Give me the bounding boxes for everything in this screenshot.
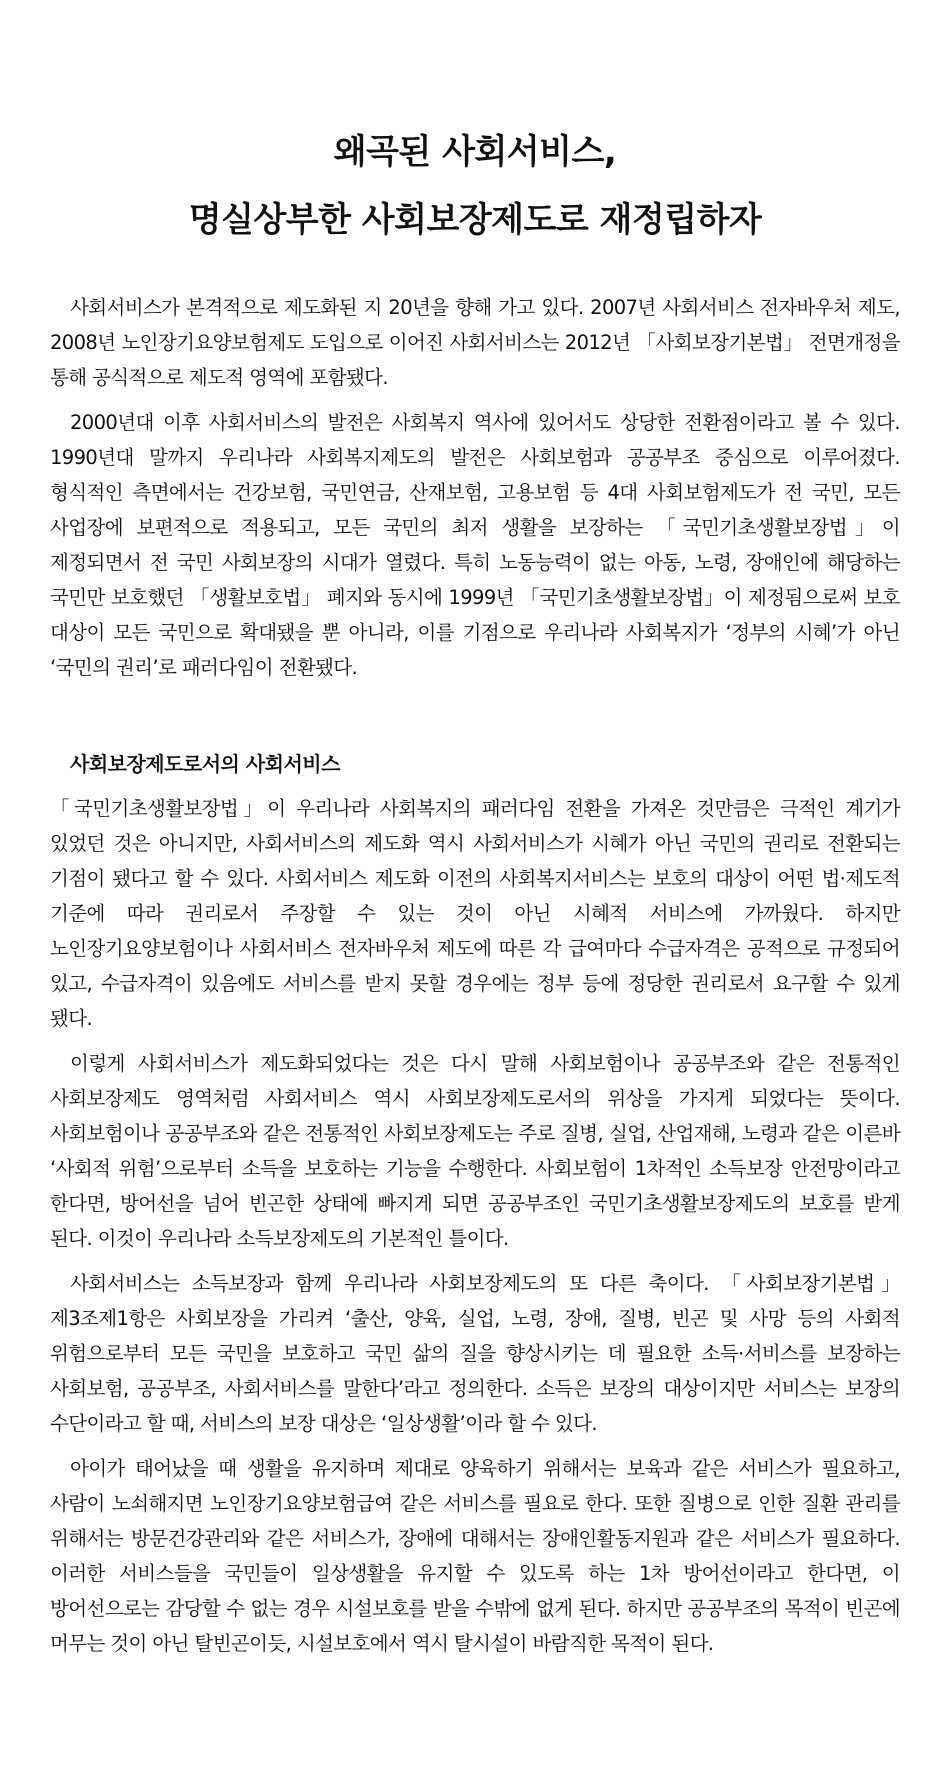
intro-paragraph-2: 2000년대 이후 사회서비스의 발전은 사회복지 역사에 있어서도 상당한 전환점이라고 볼 수 있다. 1990년대 말까지 우리나라 사회복지제도의 발전은 사회보험과 공공부조 중심으로 이루어졌다. 형식적인 측면에서는 건강보험, 국민연금, 산재보험, 고용보험 등 4대 사회보험제도가 전 국민, 모든 사업장에 보편적으로 적용되고, 모든 국민의 최저 생활을 보장하는 「국민기초생활보장법」이 제정되면서 전 국민 사회보장의 시대가 열렸다. 특히 노동능력이 없는 아동, 노령, 장애인에 해당하는 국민만 보호했던 「생활보호법」 폐지와 동시에 1999년 「국민기초생활보장법」이 제정됨으로써 보호 대상이 모든 국민으로 확대됐을 뿐 아니라, 이를 기점으로 우리나라 사회복지가 ‘정부의 시혜’가 아닌 ‘국민의 권리’로 패러다임이 전환됐다.	[50, 411, 900, 679]
title-line-2: 명실상부한 사회보장제도로 재정립하자	[188, 200, 762, 240]
intro-section	[50, 290, 900, 685]
section-paragraph-4: 아이가 태어났을 때 생활을 유지하며 제대로 양육하기 위해서는 보육과 같은 서비스가 필요하고, 사람이 노쇠해지면 노인장기요양보험급여 같은 서비스를 필요로 한다. 또한 질병으로 인한 질환 관리를 위해서는 방문건강관리와 같은 서비스가, 장애에 대해서는 장애인활동지원과 같은 서비스가 필요하다. 이러한 서비스들을 국민들이 일상생활을 유지할 수 있도록 하는 1차 방어선이라고 한다면, 이 방어선으로는 감당할 수 없는 경우 시설보호를 받을 수밖에 없게 된다. 하지만 공공부조의 목적이 빈곤에 머무는 것이 아닌 탈빈곤이듯, 시설보호에서 역시 탈시설이 바람직한 목적이 된다.	[50, 1457, 900, 1655]
intro-paragraph-1: 사회서비스가 본격적으로 제도화된 지 20년을 향해 가고 있다. 2007년 사회서비스 전자바우처 제도, 2008년 노인장기요양보험제도 도입으로 이어진 사회서비스는 2012년 「사회보장기본법」 전면개정을 통해 공식적으로 제도적 영역에 포함됐다.	[50, 296, 900, 389]
section-paragraph-2: 이렇게 사회서비스가 제도화되었다는 것은 다시 말해 사회보험이나 공공부조와 같은 전통적인 사회보장제도 영역처럼 사회서비스 역시 사회보장제도로서의 위상을 가지게 되었다는 뜻이다. 사회보험이나 공공부조와 같은 전통적인 사회보장제도는 주로 질병, 실업, 산업재해, 노령과 같은 이른바 ‘사회적 위험’으로부터 소득을 보호하는 기능을 수행한다. 사회보험이 1차적인 소득보장 안전망이라고 한다면, 방어선을 넘어 빈곤한 상태에 빠지게 되면 공공부조인 국민기초생활보장제도의 보호를 받게 된다. 이것이 우리나라 소득보장제도의 기본적인 틀이다.	[50, 1052, 900, 1250]
document-title	[50, 118, 900, 254]
section-paragraph-3: 사회서비스는 소득보장과 함께 우리나라 사회보장제도의 또 다른 축이다. 「사회보장기본법」 제3조제1항은 사회보장을 가리켜 ‘출산, 양육, 실업, 노령, 장애, 질병, 빈곤 및 사망 등의 사회적 위험으로부터 모든 국민을 보호하고 국민 삶의 질을 향상시키는 데 필요한 소득·서비스를 보장하는 사회보험, 공공부조, 사회서비스를 말한다’라고 정의한다. 소득은 보장의 대상이지만 서비스는 보장의 수단이라고 할 때, 서비스의 보장 대상은 ‘일상생활’이라 할 수 있다.	[50, 1272, 900, 1435]
title-line-1: 왜곡된 사회서비스,	[333, 132, 617, 172]
section-paragraph-1: 「국민기초생활보장법」이 우리나라 사회복지의 패러다임 전환을 가져온 것만큼은 극적인 계기가 있었던 것은 아니지만, 사회서비스의 제도화 역시 사회서비스가 시혜가 아닌 국민의 권리로 전환되는 기점이 됐다고 할 수 있다. 사회서비스 제도화 이전의 사회복지서비스는 보호의 대상이 어떤 법·제도적 기준에 따라 권리로서 주장할 수 있는 것이 아닌 시혜적 서비스에 가까웠다. 하지만 노인장기요양보험이나 사회서비스 전자바우처 제도에 따른 각 급여마다 수급자격은 공적으로 규정되어 있고, 수급자격이 있음에도 서비스를 받지 못할 경우에는 정부 등에 정당한 권리로서 요구할 수 있게 됐다.	[50, 797, 900, 1030]
social-security-section	[50, 747, 900, 1661]
section-heading: 사회보장제도로서의 사회서비스	[70, 752, 340, 776]
